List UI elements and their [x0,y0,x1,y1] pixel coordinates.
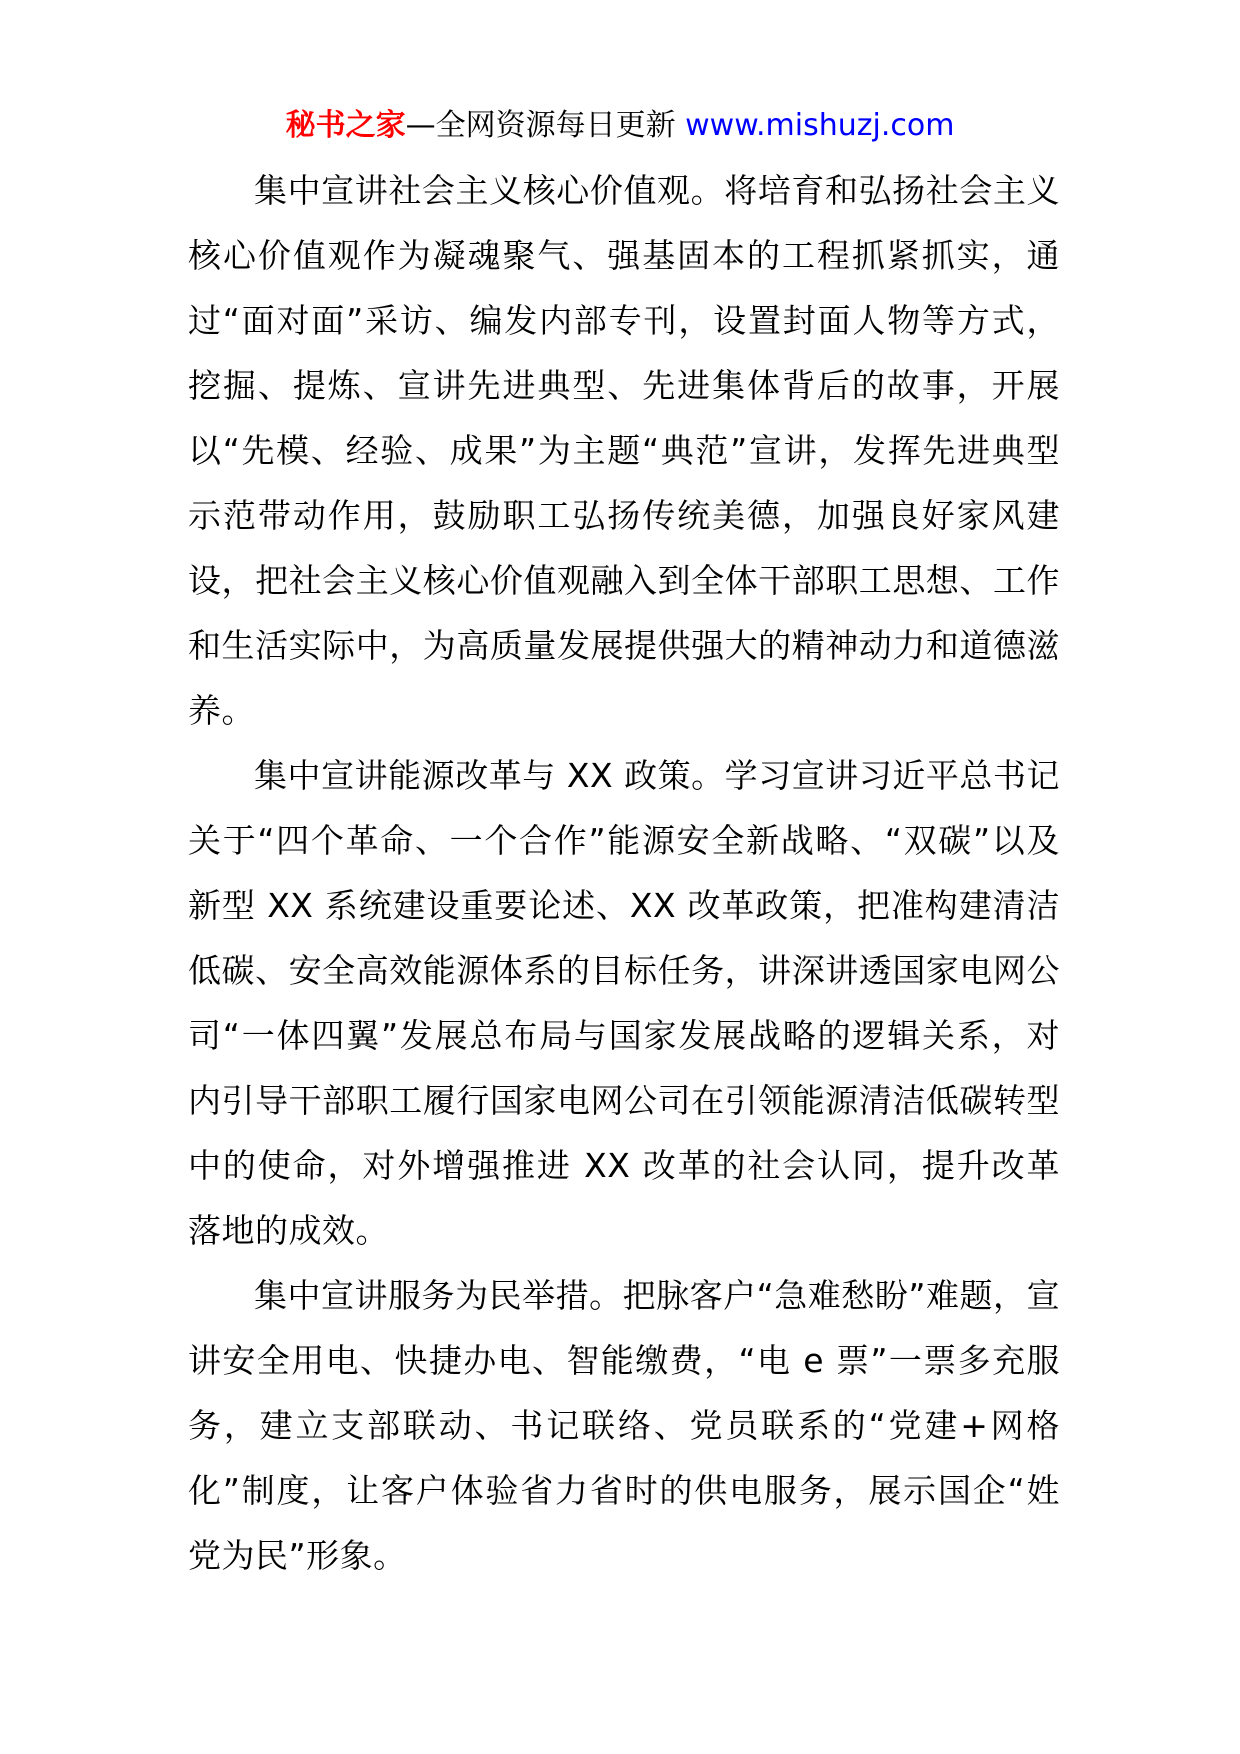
document-body [188,158,1060,1588]
paragraph-core-values: 集中宣讲社会主义核心价值观。将培育和弘扬社会主义核心价值观作为凝魂聚气、强基固本的工程抓紧抓实，通过“面对面”采访、编发内部专刊，设置封面人物等方式，挖掘、提炼、宣讲先进典型、先进集体背后的故事，开展以“先模、经验、成果”为主题“典范”宣讲，发挥先进典型示范带动作用，鼓励职工弘扬传统美德，加强良好家风建设，把社会主义核心价值观融入到全体干部职工思想、工作和生活实际中，为高质量发展提供强大的精神动力和道德滋养。 [188,171,1060,730]
site-url-link[interactable]: www.mishuzj.com [685,108,955,143]
paragraph-service-measures: 集中宣讲服务为民举措。把脉客户“急难愁盼”难题，宣讲安全用电、快捷办电、智能缴费，“电 e 票”一票多充服务，建立支部联动、书记联络、党员联系的“党建+网格化”制度，让客户体验省力省时的供电服务，展示国企“姓党为民”形象。 [188,1276,1060,1575]
brand-name: 秘书之家 [285,108,406,143]
header-tagline: —全网资源每日更新 [405,108,686,143]
page-header [0,104,1240,148]
paragraph-energy-reform: 集中宣讲能源改革与 XX 政策。学习宣讲习近平总书记关于“四个革命、一个合作”能源安全新战略、“双碳”以及新型 XX 系统建设重要论述、XX 改革政策，把准构建清洁低碳、安全高效能源体系的目标任务，讲深讲透国家电网公司“一体四翼”发展总布局与国家发展战略的逻辑关系，对内引导干部职工履行国家电网公司在引领能源清洁低碳转型中的使命，对外增强推进 XX 改革的社会认同，提升改革落地的成效。 [188,756,1060,1250]
